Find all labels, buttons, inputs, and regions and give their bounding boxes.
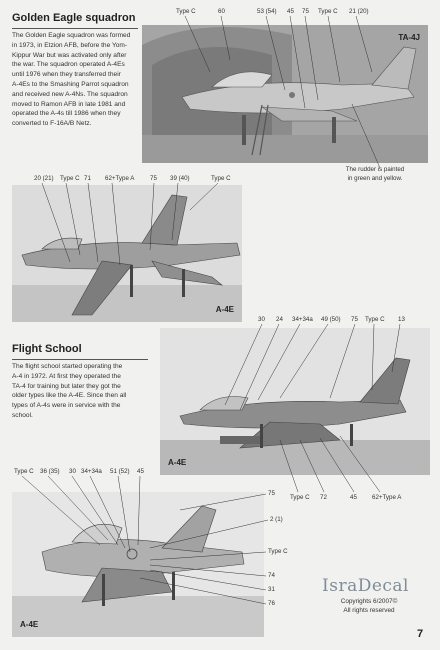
callout-label: Type C xyxy=(268,548,288,555)
callout-label: 71 xyxy=(84,175,91,182)
callout-label: 34+34a xyxy=(292,316,313,323)
callout-label: 2 (1) xyxy=(270,516,283,523)
callout-label: Type C xyxy=(176,8,196,15)
text-line: school. xyxy=(12,411,33,419)
callout-label: Type C xyxy=(14,468,34,475)
isradecal-logo: IsraDecal xyxy=(322,576,409,596)
copyright-notice xyxy=(324,598,414,615)
callout-label: 20 (21) xyxy=(34,175,54,182)
ta4j-photo-tag: TA-4J xyxy=(398,33,420,42)
callout-label: 62+Type A xyxy=(372,494,402,501)
callout-label: 45 xyxy=(350,494,357,501)
callout-label: 74 xyxy=(268,572,275,579)
callout-label: 30 xyxy=(69,468,76,475)
text-line: in 1973, in Etzion AFB, before the Yom- xyxy=(12,41,128,49)
callout-label: 31 xyxy=(268,586,275,593)
callout-label: Type C xyxy=(318,8,338,15)
copyright-line: All rights reserved xyxy=(343,606,395,614)
a4e-photo-flight-school-2-tag: A-4E xyxy=(20,620,39,629)
text-line: A-4Es to the Smashing Parrot squadron xyxy=(12,80,129,88)
text-line: The flight school started operating the xyxy=(12,363,123,370)
callout-label: Type C xyxy=(365,316,385,323)
text-line: converted to F-16A/B Netz. xyxy=(12,120,92,128)
callout-label: 75 xyxy=(351,316,358,323)
callout-label: Type C xyxy=(290,494,310,501)
text-line: until 1976 when they transferred their xyxy=(12,71,121,79)
page-number: 7 xyxy=(417,628,424,640)
callout-label: 51 (52) xyxy=(110,468,130,475)
callout-label: 75 xyxy=(268,490,275,497)
callout-label: Type C xyxy=(211,175,231,182)
copyright-line: Copyrights 6/2007© xyxy=(340,598,398,605)
flight-school-title: Flight School xyxy=(12,343,82,355)
callout-label: 75 xyxy=(302,8,309,15)
text-line: operated the A-4s till 1986 when they xyxy=(12,110,121,118)
callout-label: 60 xyxy=(218,8,225,15)
text-line: types of A-4s were in service with the xyxy=(12,402,121,410)
callout-label: 24 xyxy=(276,316,283,323)
callout-label: 30 xyxy=(258,316,265,323)
text-line: the war. The squadron operated A-4Es xyxy=(12,61,125,69)
golden-eagle-title: Golden Eagle squadron xyxy=(12,12,136,24)
note-line: The rudder is painted xyxy=(345,166,405,173)
callout-label: 39 (40) xyxy=(170,175,190,182)
note-line: in green and yellow. xyxy=(347,174,403,182)
text-line: TA-4 for training but later they got the xyxy=(12,382,121,390)
callout-label: 36 (35) xyxy=(40,468,60,475)
text-line: A-4 in 1972. At first they operated the xyxy=(12,372,121,380)
callout-label: Type C xyxy=(60,175,80,182)
text-line: Kippur War but was activated only after xyxy=(12,51,127,59)
callout-label: 62+Type A xyxy=(105,175,135,182)
callout-label: 21 (20) xyxy=(349,8,369,15)
callout-label: 13 xyxy=(398,316,405,323)
callout-label: 45 xyxy=(287,8,294,15)
a4e-photo-flight-school-1-tag: A-4E xyxy=(168,458,187,467)
text-line: The Golden Eagle squadron was formed xyxy=(12,32,131,39)
callout-label: 49 (50) xyxy=(321,316,341,323)
callout-label: 75 xyxy=(150,175,157,182)
text-line: moved to Ramon AFB in late 1981 and xyxy=(12,100,126,108)
callout-label: 34+34a xyxy=(81,468,102,475)
text-line: and received new A-4Ns. The squadron xyxy=(12,90,128,98)
callout-label: 53 (54) xyxy=(257,8,277,15)
a4e-photo-golden-eagle-tag: A-4E xyxy=(215,305,234,314)
text-line: older types like the A-4E. Since then all xyxy=(12,392,127,400)
callout-label: 72 xyxy=(320,494,327,501)
callout-label: 76 xyxy=(268,600,275,607)
callout-label: 45 xyxy=(137,468,144,475)
